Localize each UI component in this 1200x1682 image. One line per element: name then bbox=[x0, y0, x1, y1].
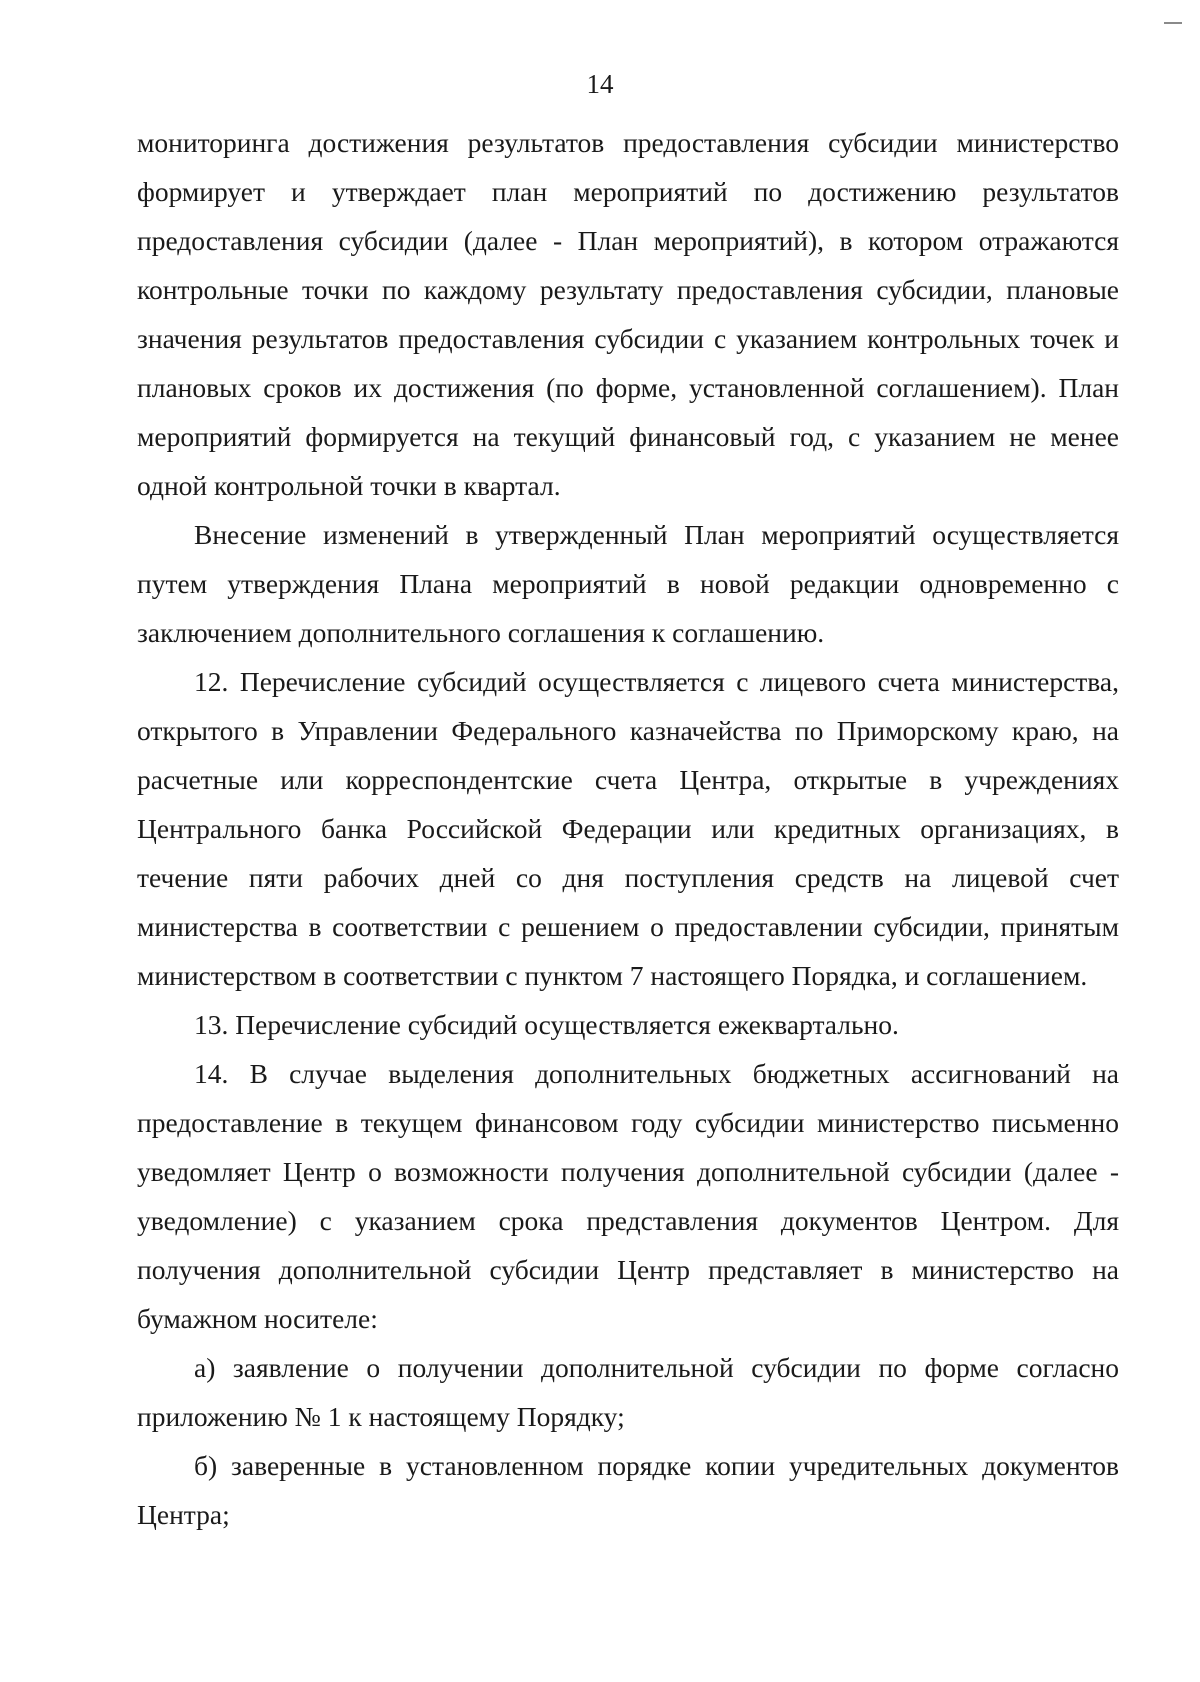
paragraph-item-14b: б) заверенные в установленном порядке копии учредительных документов Центра; bbox=[137, 1450, 1119, 1530]
scan-edge-mark bbox=[1164, 22, 1182, 24]
paragraph-item-13: 13. Перечисление субсидий осуществляется ежеквартально. bbox=[194, 1009, 899, 1040]
paragraph-item-14: 14. В случае выделения дополнительных бюджетных ассигнований на предоставление в текущем финансовом году субсидии министерство письменно уведомляет Центр о возможности получения дополнительной субсидии (далее - уведомление) с указанием срока представления документов Центром. Для получения дополнительной субсидии Центр представляет в министерство на бумажном носителе: bbox=[137, 1058, 1119, 1334]
paragraph-item-14a: а) заявление о получении дополнительной субсидии по форме согласно приложению № 1 к настоящему Порядку; bbox=[137, 1352, 1119, 1432]
page-number: 14 bbox=[586, 69, 614, 99]
paragraph-item-12: 12. Перечисление субсидий осуществляется с лицевого счета министерства, открытого в Управлении Федерального казначейства по Приморскому краю, на расчетные или корреспондентские счета Центра, открытые в учреждениях Центрального банка Российской Федерации или кредитных организациях, в течение пяти рабочих дней со дня поступления средств на лицевой счет министерства в соответствии с решением о предоставлении субсидии, принятым министерством в соответствии с пунктом 7 настоящего Порядка, и соглашением. bbox=[137, 666, 1119, 991]
document-body bbox=[137, 118, 1119, 1539]
paragraph-plan-changes: Внесение изменений в утвержденный План мероприятий осуществляется путем утверждения Плана мероприятий в новой редакции одновременно с заключением дополнительного соглашения к соглашению. bbox=[137, 519, 1119, 648]
paragraph-monitoring-plan: мониторинга достижения результатов предоставления субсидии министерство формирует и утверждает план мероприятий по достижению результатов предоставления субсидии (далее - План мероприятий), в котором отражаются контрольные точки по каждому результату предоставления субсидии, плановые значения результатов предоставления субсидии с указанием контрольных точек и плановых сроков их достижения (по форме, установленной соглашением). План мероприятий формируется на текущий финансовый год, с указанием не менее одной контрольной точки в квартал. bbox=[137, 127, 1119, 501]
